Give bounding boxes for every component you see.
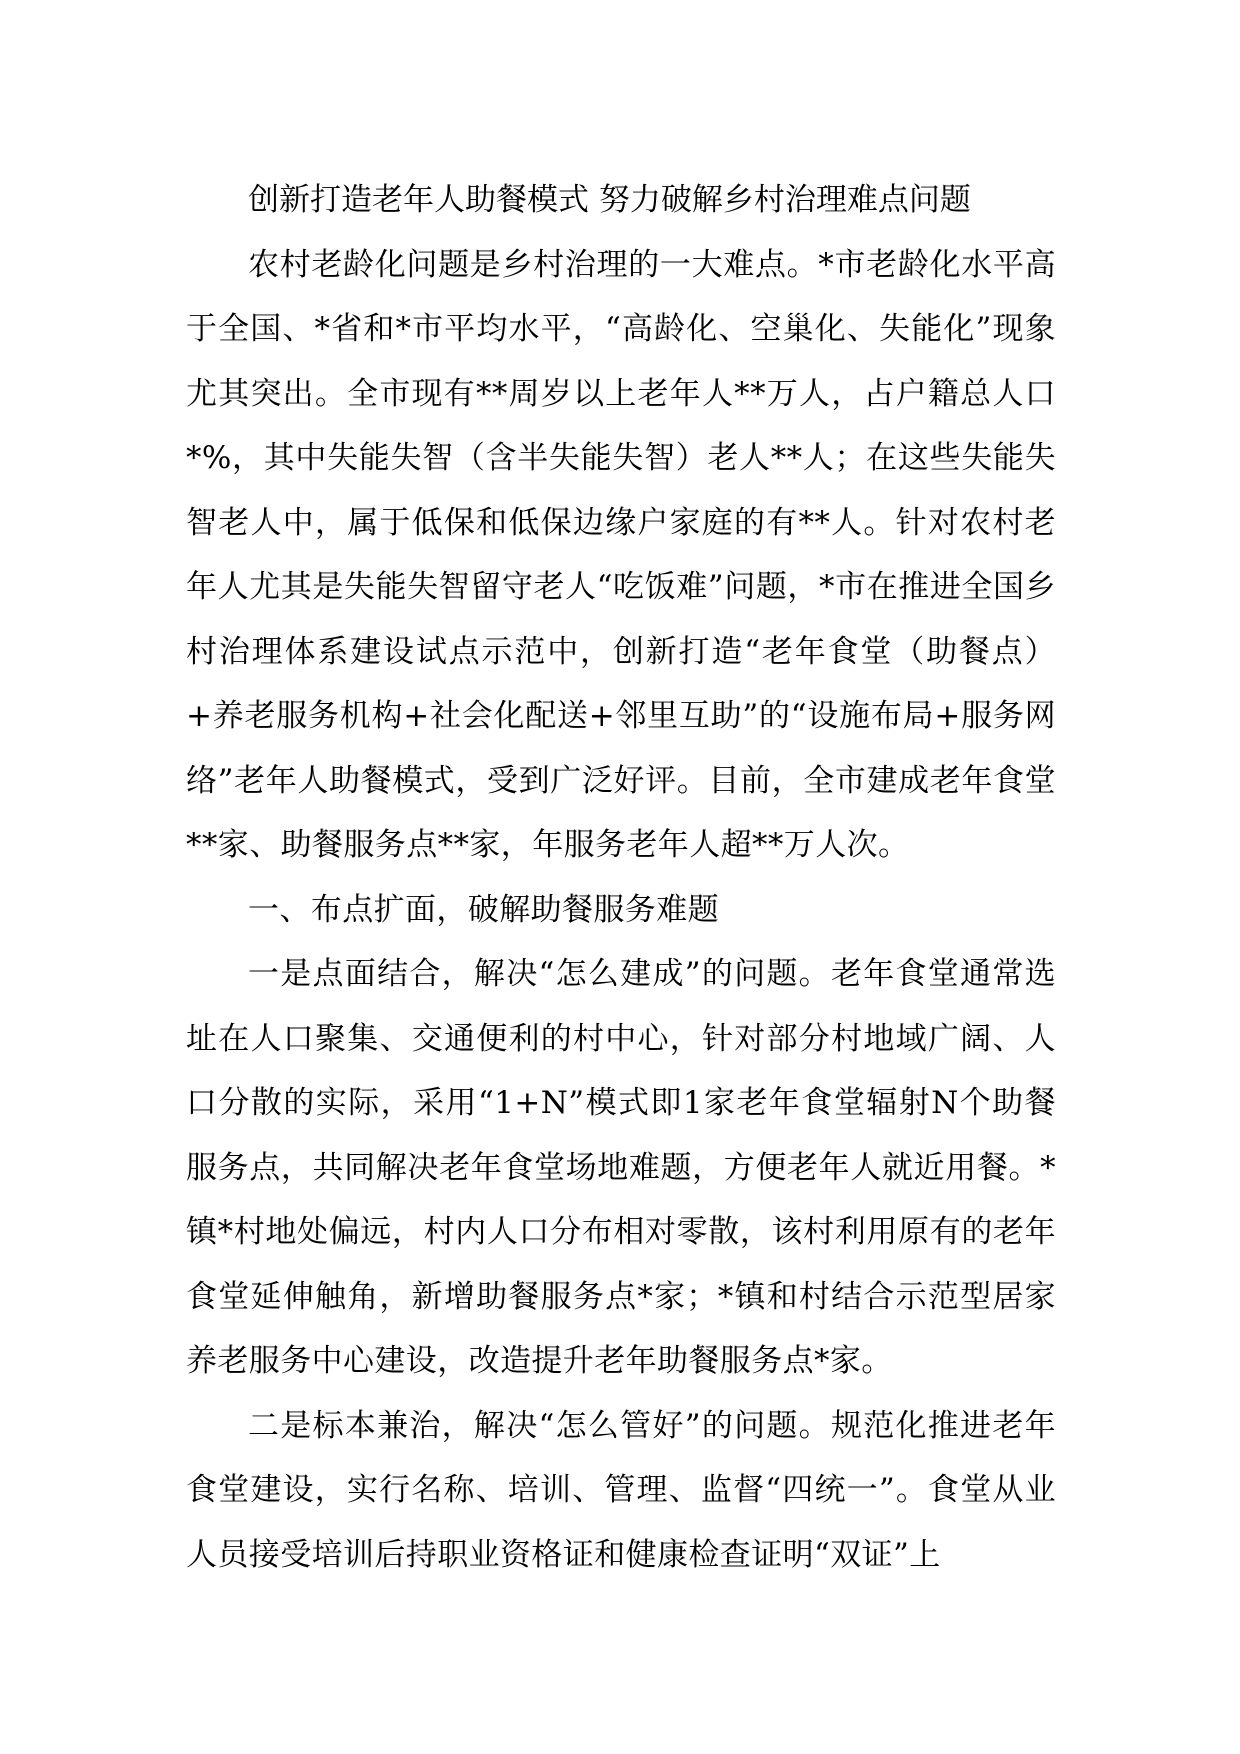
intro-paragraph: 农村老龄化问题是乡村治理的一大难点。*市老龄化水平高于全国、*省和*市平均水平，“高龄化、空巢化、失能化”现象尤其突出。全市现有**周岁以上老年人**万人，占户籍总人口*%，其中失能失智（含半失能失智）老人**人；在这些失能失智老人中，属于低保和低保边缘户家庭的有**人。针对农村老年人尤其是失能失智留守老人“吃饭难”问题，*市在推进全国乡村治理体系建设试点示范中，创新打造“老年食堂（助餐点）+养老服务机构+社会化配送+邻里互助”的“设施布局+服务网络”老年人助餐模式，受到广泛好评。目前，全市建成老年食堂**家、助餐服务点**家，年服务老年人超**万人次。: [186, 246, 1056, 863]
document-title: 创新打造老年人助餐模式 努力破解乡村治理难点问题: [248, 182, 971, 218]
section-heading: 一、布点扩面，破解助餐服务难题: [248, 891, 719, 928]
body-paragraph: 二是标本兼治，解决“怎么管好”的问题。规范化推进老年食堂建设，实行名称、培训、管理、监督“四统一”。食堂从业人员接受培训后持职业资格证和健康检查证明“双证”上: [186, 1407, 1056, 1573]
document-body: [186, 168, 1056, 1587]
body-paragraph: 一是点面结合，解决“怎么建成”的问题。老年食堂通常选址在人口聚集、交通便利的村中心，针对部分村地域广阔、人口分散的实际，采用“1+N”模式即1家老年食堂辐射N个助餐服务点，共同解决老年食堂场地难题，方便老年人就近用餐。*镇*村地处偏远，村内人口分布相对零散，该村利用原有的老年食堂延伸触角，新增助餐服务点*家；*镇和村结合示范型居家养老服务中心建设，改造提升老年助餐服务点*家。: [186, 956, 1056, 1379]
